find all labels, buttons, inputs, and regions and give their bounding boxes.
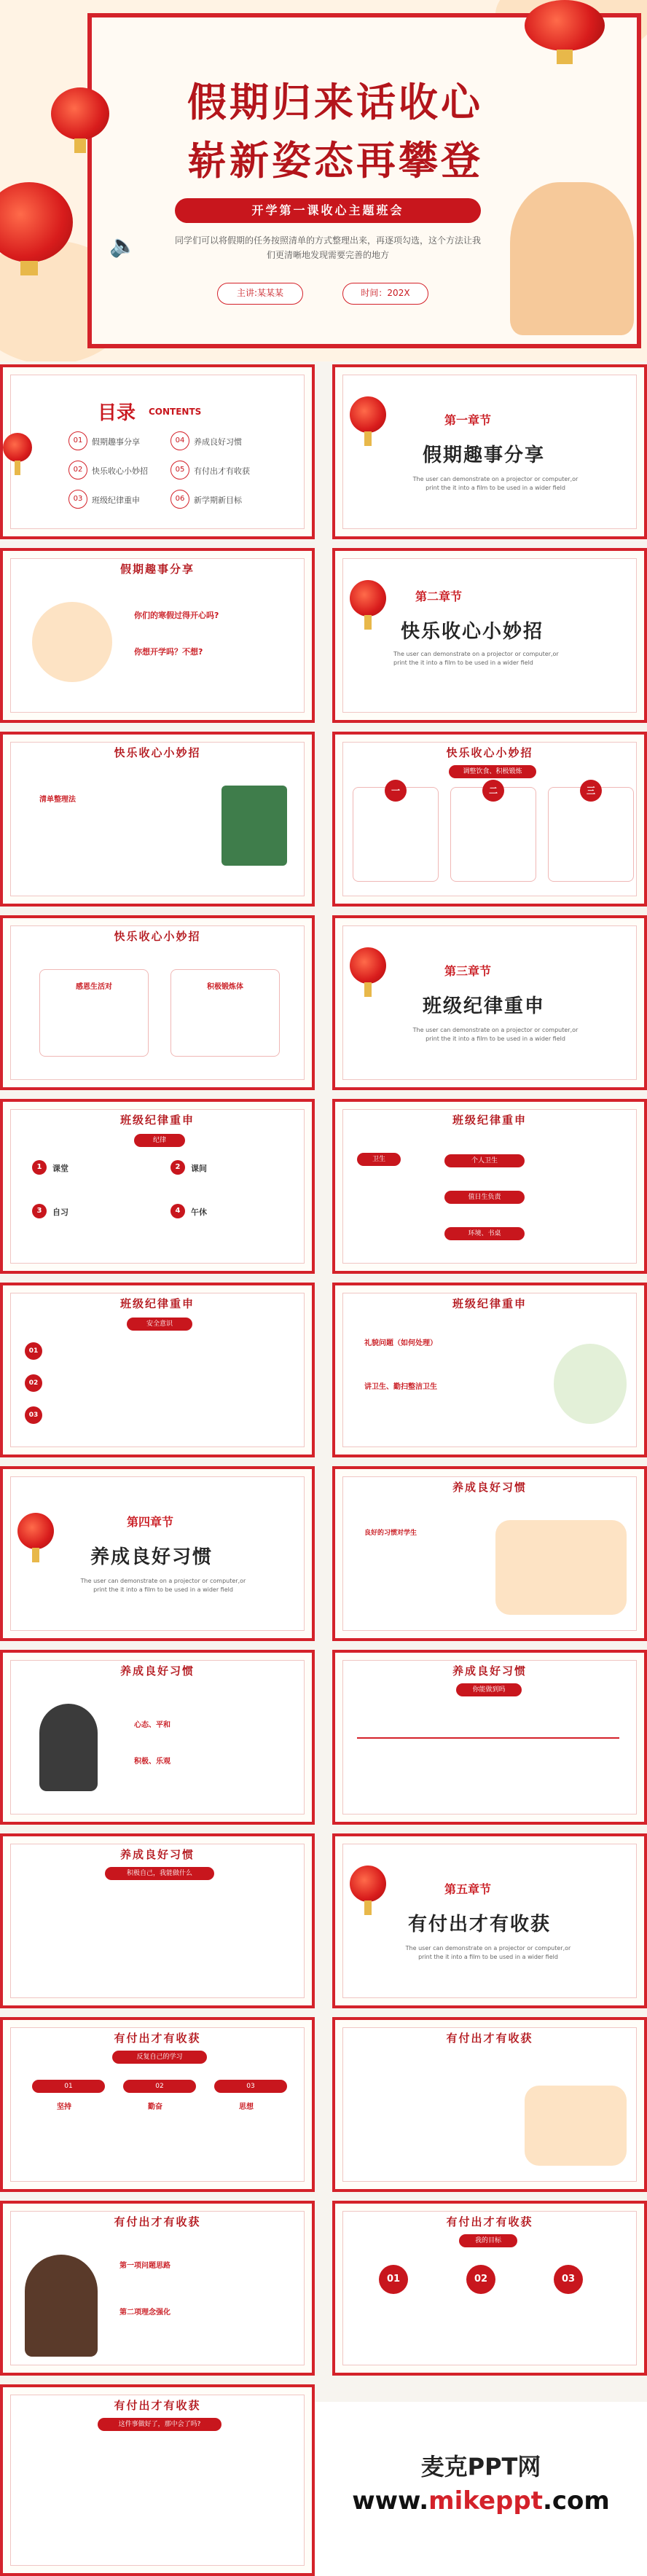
slide-header: 养成良好习惯 (119, 1664, 195, 1677)
tip-card: 积极锻炼体 (170, 969, 280, 1057)
toc-item-label[interactable]: 有付出才有收获 (194, 466, 250, 476)
slide-header: 有付出才有收获 (114, 2032, 201, 2045)
cover-subtitle: 开学第一课收心主题班会 (175, 198, 481, 223)
discipline-tag: 环境、书桌 (444, 1227, 525, 1240)
slide-chapter-4[interactable] (0, 1466, 315, 1641)
question-2: 你想开学吗？不想? (134, 647, 203, 657)
speaker-icon[interactable]: 🔈 (109, 233, 137, 259)
bullet-2: 讲卫生、勤扫整洁卫生 (364, 1383, 437, 1391)
lantern-icon (17, 1513, 54, 1549)
toc-number: 04 (170, 431, 189, 450)
slide-gain-4[interactable] (332, 2201, 647, 2376)
chapter-number: 第二章节 (415, 590, 463, 603)
girl-illustration (32, 602, 112, 682)
discipline-pill: 安全意识 (127, 1318, 192, 1331)
slide-header: 有付出才有收获 (114, 2399, 201, 2412)
slide-discipline-3[interactable] (0, 1283, 315, 1457)
chapter-title: 班级纪律重申 (423, 995, 546, 1017)
slide-header: 养成良好习惯 (452, 1664, 527, 1677)
discipline-tag: 值日生负责 (444, 1191, 525, 1204)
slide-tips-2[interactable] (332, 732, 647, 907)
discipline-tag: 卫生 (357, 1153, 401, 1166)
presenter-pill: 主讲:某某某 (217, 283, 303, 305)
slide-header: 快乐收心小妙招 (114, 746, 201, 759)
discipline-tag: 个人卫生 (444, 1154, 525, 1167)
slide-chapter-1[interactable] (332, 364, 647, 539)
bullet-1: 礼貌问题（如何处理） (364, 1339, 437, 1347)
lantern-icon (3, 433, 32, 462)
habit-point-1: 心态、平和 (134, 1721, 170, 1729)
lantern-icon (350, 580, 386, 616)
chapter-tagline: The user can demonstrate on a projector or computer,or print the it into a film to be used in a wider field (80, 1578, 246, 1593)
discipline-item-number: 2 (170, 1160, 185, 1175)
toc-title: 目录 (98, 402, 136, 424)
slide-header: 班级纪律重申 (119, 1113, 195, 1127)
slide-header: 有付出才有收获 (114, 2215, 201, 2228)
habit-pill: 你能做到吗 (456, 1683, 522, 1696)
toc-number: 02 (68, 461, 87, 479)
toc-number: 01 (68, 431, 87, 450)
slide-header: 班级纪律重申 (452, 1113, 527, 1127)
teacher-illustration (39, 1704, 98, 1791)
gain-column-label: 坚持 (57, 2103, 71, 2111)
discipline-number: 02 (25, 1374, 42, 1392)
lantern-icon (51, 87, 109, 140)
discipline-item-label: 午休 (191, 1207, 207, 1217)
toc-number: 06 (170, 490, 189, 509)
chalkboard-illustration (221, 786, 287, 866)
time-pill: 时间：202X (342, 283, 428, 305)
habit-pill: 积极自己，我能做什么 (105, 1867, 214, 1880)
chapter-number: 第四章节 (127, 1515, 174, 1529)
slide-header: 养成良好习惯 (119, 1848, 195, 1861)
slide-habit-4[interactable] (0, 1833, 315, 2008)
lantern-icon (350, 947, 386, 984)
toc-title-en: CONTENTS (149, 407, 202, 417)
habit-point-2: 积极、乐观 (134, 1758, 170, 1766)
slide-chapter-3[interactable] (332, 915, 647, 1090)
children-reading-illustration (510, 182, 634, 335)
discipline-item-label: 课间 (191, 1164, 207, 1173)
gain-goal-number: 02 (466, 2265, 495, 2294)
tip-card-number: 一 (385, 780, 407, 802)
slide-header: 有付出才有收获 (446, 2032, 533, 2045)
toc-item-label[interactable]: 假期趣事分享 (92, 437, 140, 447)
slide-header: 快乐收心小妙招 (446, 746, 533, 759)
gain-column-number: 03 (214, 2080, 287, 2093)
toc-item-label[interactable]: 快乐收心小妙招 (92, 466, 148, 476)
toc-item-label[interactable]: 班级纪律重申 (92, 496, 140, 505)
classroom-illustration (495, 1520, 627, 1615)
slide-chapter-2[interactable] (332, 548, 647, 723)
gain-point-1: 第一项问题思路 (119, 2262, 170, 2270)
lantern-icon (350, 1866, 386, 1902)
gain-goal-number: 01 (379, 2265, 408, 2294)
chapter-number: 第三章节 (444, 964, 492, 978)
slide-header: 有付出才有收获 (446, 2215, 533, 2228)
tip-card-number: 二 (482, 780, 504, 802)
tip-card: 感恩生活对 (39, 969, 149, 1057)
brand-url[interactable]: www.mikeppt.com (352, 2486, 610, 2516)
gain-column-number: 01 (32, 2080, 105, 2093)
gain-pill: 反复自己的学习 (112, 2051, 207, 2064)
chapter-title: 假期趣事分享 (423, 445, 546, 466)
gain-pill: 这件事做好了，那中会了吗? (98, 2418, 221, 2431)
slide-share[interactable] (0, 548, 315, 723)
toc-number: 05 (170, 461, 189, 479)
chapter-tagline: The user can demonstrate on a projector or computer,or print the it into a film to be used in a wider field (412, 1027, 579, 1042)
slide-discipline-1[interactable] (0, 1099, 315, 1274)
question-1: 你们的寒假过得开心吗? (134, 611, 219, 620)
tip-tag: 清单整理法 (39, 796, 76, 804)
slide-chapter-5[interactable] (332, 1833, 647, 2008)
toc-number: 03 (68, 490, 87, 509)
slide-header: 养成良好习惯 (452, 1481, 527, 1494)
slide-header: 班级纪律重申 (452, 1297, 527, 1310)
slide-gain-2[interactable] (332, 2017, 647, 2192)
chapter-number: 第一章节 (444, 413, 492, 427)
timeline (357, 1737, 619, 1739)
toc-item-label[interactable]: 新学期新目标 (194, 496, 242, 505)
cover-description: 同学们可以将假期的任务按照清单的方式整理出来，再逐项勾选，这个方法让我们更清晰地发现需要完善的地方 (175, 235, 482, 260)
brand-name: 麦克PPT网 (420, 2453, 541, 2481)
chapter-title: 养成良好习惯 (90, 1546, 213, 1568)
slide-gain-1[interactable] (0, 2017, 315, 2192)
chapter-tagline: The user can demonstrate on a projector or computer,or print the it into a film to be used in a wider field (393, 651, 559, 666)
slide-header: 假期趣事分享 (119, 563, 195, 576)
student-illustration (554, 1344, 627, 1424)
tip-pill: 调整饮食、积极锻炼 (449, 765, 536, 778)
slide-tips-1[interactable] (0, 732, 315, 907)
slide-discipline-2[interactable] (332, 1099, 647, 1274)
gain-goal-number: 03 (554, 2265, 583, 2294)
habit-tag: 良好的习惯对学生 (364, 1530, 417, 1537)
gain-column-label: 勤奋 (148, 2103, 162, 2111)
lantern-icon (525, 0, 605, 51)
slide-gain-5[interactable] (0, 2384, 315, 2576)
discipline-item-number: 4 (170, 1204, 185, 1218)
slide-discipline-4[interactable] (332, 1283, 647, 1457)
gain-pill: 我的目标 (459, 2234, 517, 2247)
chapter-tagline: The user can demonstrate on a projector or computer,or print the it into a film to be used in a wider field (405, 1945, 571, 1960)
cover-slide[interactable] (0, 0, 647, 361)
discipline-item-label: 自习 (52, 1207, 68, 1217)
discipline-item-number: 3 (32, 1204, 47, 1218)
slide-toc[interactable] (0, 364, 315, 539)
discipline-item-number: 1 (32, 1160, 47, 1175)
chapter-number: 第五章节 (444, 1882, 492, 1896)
slide-habit-2[interactable] (0, 1650, 315, 1825)
discipline-pill: 纪律 (134, 1134, 185, 1147)
slide-header: 班级纪律重申 (119, 1297, 195, 1310)
cover-title-line1: 假期归来话收心 (187, 79, 483, 125)
slide-gain-3[interactable] (0, 2201, 315, 2376)
chapter-title: 有付出才有收获 (408, 1914, 552, 1935)
kids-illustration (525, 2086, 627, 2166)
slide-habit-3[interactable] (332, 1650, 647, 1825)
lantern-icon (350, 396, 386, 433)
cover-title-line2: 崭新姿态再攀登 (187, 137, 483, 184)
slide-habit-1[interactable] (332, 1466, 647, 1641)
discipline-number: 01 (25, 1342, 42, 1360)
chapter-tagline: The user can demonstrate on a projector or computer,or print the it into a film to be used in a wider field (412, 476, 579, 491)
slide-tips-3[interactable] (0, 915, 315, 1090)
discipline-item-label: 课堂 (52, 1164, 68, 1173)
chapter-title: 快乐收心小妙招 (401, 621, 544, 643)
gain-column-number: 02 (123, 2080, 196, 2093)
tip-card-number: 三 (580, 780, 602, 802)
teacher-illustration (25, 2255, 98, 2357)
slide-header: 快乐收心小妙招 (114, 930, 201, 943)
toc-item-label[interactable]: 养成良好习惯 (194, 437, 242, 447)
gain-column-label: 思想 (239, 2103, 254, 2111)
discipline-number: 03 (25, 1406, 42, 1424)
gain-point-2: 第二项理念强化 (119, 2309, 170, 2317)
